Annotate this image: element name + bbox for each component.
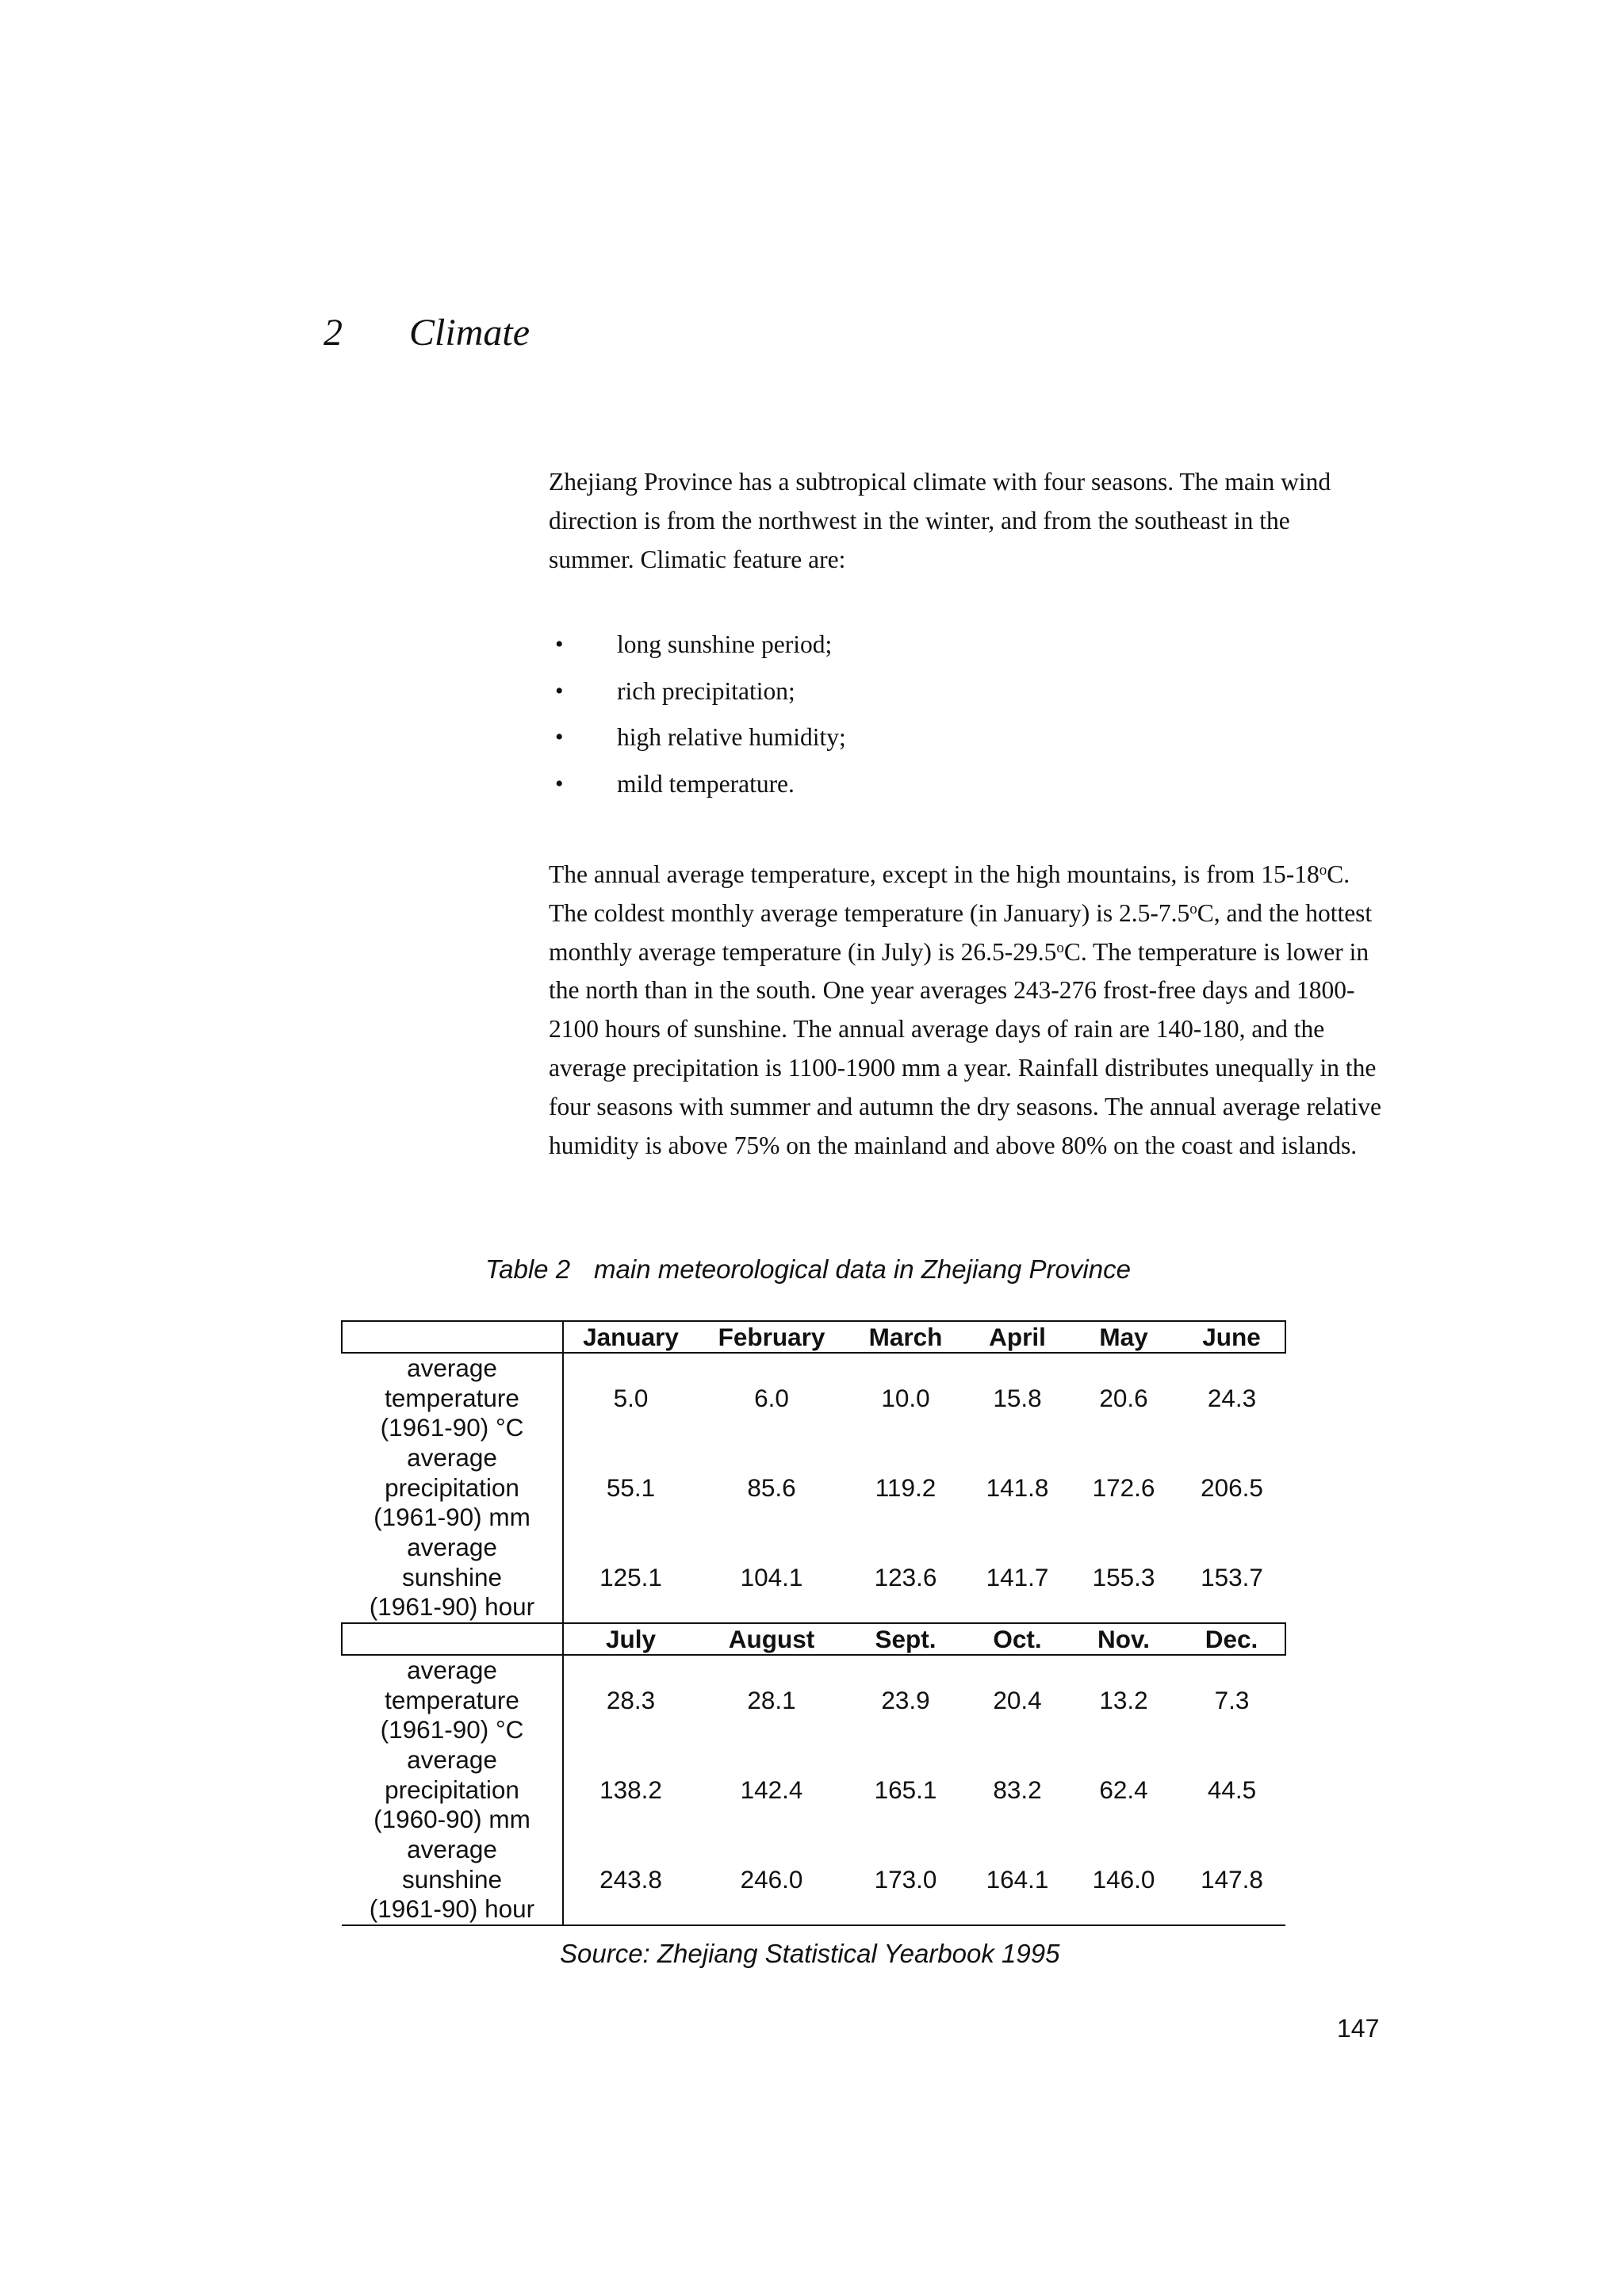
- section-heading: [324, 311, 530, 354]
- table-cell: 55.1: [606, 1473, 656, 1502]
- table-cell: 123.6: [874, 1563, 937, 1591]
- table-cell: 24.3: [1207, 1384, 1257, 1412]
- table-row: [342, 1353, 1285, 1443]
- paragraph-segment: The annual average temperature, except in the high mountains, is from 15-18: [549, 860, 1320, 888]
- meteorological-data-table: [341, 1320, 1286, 1926]
- table-cell: 62.4: [1099, 1775, 1148, 1804]
- row-label: average sunshine (1961-90) hour: [342, 1835, 563, 1925]
- table-cell: 173.0: [845, 1835, 966, 1925]
- table-cell: 155.3: [1092, 1563, 1155, 1591]
- table-cell: 164.1: [966, 1835, 1069, 1925]
- table-cell: 28.3: [606, 1686, 656, 1714]
- month-header: June: [1178, 1321, 1285, 1353]
- bullet-icon: •: [555, 631, 564, 657]
- table-caption-text: main meteorological data in Zhejiang Province: [594, 1254, 1131, 1284]
- month-header: March: [845, 1321, 966, 1353]
- table-cell: 5.0: [613, 1384, 649, 1412]
- table-cell: 146.0: [1069, 1835, 1178, 1925]
- month-header: February: [698, 1321, 845, 1353]
- table-cell: 83.2: [993, 1775, 1042, 1804]
- bullet-icon: •: [555, 677, 564, 704]
- table-cell: 6.0: [754, 1384, 789, 1412]
- month-header: April: [966, 1321, 1069, 1353]
- month-header: Oct.: [966, 1623, 1069, 1655]
- row-label: average precipitation (1960-90) mm: [342, 1745, 563, 1835]
- table-cell: 119.2: [875, 1473, 936, 1502]
- row-label: average precipitation (1961-90) mm: [342, 1443, 563, 1533]
- bullet-icon: •: [555, 770, 564, 797]
- table-cell: 172.6: [1092, 1473, 1155, 1502]
- month-header: August: [698, 1623, 845, 1655]
- table-cell: 138.2: [599, 1775, 662, 1804]
- table-cell: 246.0: [698, 1835, 845, 1925]
- header-corner-cell: [342, 1321, 563, 1353]
- table-cell: 20.4: [993, 1686, 1042, 1714]
- page-number: 147: [1337, 2014, 1380, 2043]
- month-header: Sept.: [845, 1623, 966, 1655]
- table-cell: 7.3: [1214, 1686, 1250, 1714]
- bullet-icon: •: [555, 724, 564, 750]
- paragraph-segment: C. The temperature is lower in the north than in the south. One year averages 243-276 frost-free days and 1800-2100 hours of sunshine. The annual average days of rain are 140-180, and the average precipitation is 1100-1900 mm a year. Rainfall distributes unequally in the four seasons with summer and autumn the dry seasons. The annual average relative humidity is above 75% on the mainland and above 80% on the coast and islands.: [549, 937, 1381, 1159]
- row-label: average temperature (1961-90) °C: [342, 1655, 563, 1745]
- table-source: Source: Zhejiang Statistical Yearbook 1995: [560, 1939, 1060, 1968]
- table-cell: 23.9: [881, 1686, 930, 1714]
- table-cell: 141.7: [986, 1563, 1049, 1591]
- row-label: average sunshine (1961-90) hour: [342, 1533, 563, 1623]
- intro-paragraph: [549, 463, 1381, 579]
- row-label: average temperature (1961-90) °C: [342, 1353, 563, 1443]
- list-item: [549, 626, 846, 672]
- table-cell: 141.8: [986, 1473, 1049, 1502]
- table-caption: [485, 1254, 1131, 1285]
- table-row: [342, 1533, 1285, 1623]
- table-cell: 147.8: [1178, 1835, 1285, 1925]
- list-item-text: high relative humidity;: [617, 723, 846, 751]
- table-cell: 153.7: [1201, 1563, 1263, 1591]
- month-header: July: [563, 1623, 698, 1655]
- list-item-text: mild temperature.: [617, 769, 795, 798]
- section-title: Climate: [409, 312, 530, 354]
- month-header: Nov.: [1069, 1623, 1178, 1655]
- table-cell: 206.5: [1201, 1473, 1263, 1502]
- table-cell: 10.0: [881, 1384, 930, 1412]
- temperature-text: [549, 856, 1381, 1165]
- table-cell: 104.1: [740, 1563, 803, 1591]
- table-row: [342, 1655, 1285, 1745]
- table-caption-label: Table 2: [485, 1254, 571, 1284]
- table-cell: 44.5: [1207, 1775, 1257, 1804]
- table-cell: 142.4: [740, 1775, 803, 1804]
- list-item-text: long sunshine period;: [617, 630, 833, 658]
- month-header: January: [563, 1321, 698, 1353]
- table-cell: 20.6: [1099, 1384, 1148, 1412]
- degree-mark: o: [1056, 939, 1064, 956]
- paragraph-segment: C. The coldest monthly average temperature (in January) is 2.5-7.5: [549, 860, 1350, 927]
- table-cell: 15.8: [993, 1384, 1042, 1412]
- month-header: May: [1069, 1321, 1178, 1353]
- list-item-text: rich precipitation;: [617, 676, 795, 705]
- table-cell: 13.2: [1099, 1686, 1148, 1714]
- table-cell: 28.1: [747, 1686, 796, 1714]
- degree-mark: o: [1189, 900, 1197, 917]
- month-header: Dec.: [1178, 1623, 1285, 1655]
- table-row: [342, 1835, 1285, 1925]
- table-row: [342, 1745, 1285, 1835]
- table-cell: 243.8: [563, 1835, 698, 1925]
- section-number: 2: [324, 312, 343, 354]
- degree-mark: o: [1319, 862, 1327, 879]
- table-row: [342, 1443, 1285, 1533]
- climate-feature-list: [549, 626, 846, 811]
- table-cell: 165.1: [874, 1775, 937, 1804]
- table-cell: 85.6: [747, 1473, 796, 1502]
- list-item: [549, 765, 846, 812]
- table-cell: 125.1: [599, 1563, 662, 1591]
- paragraph-segment: C, and the hottest monthly average temperature (in July) is 26.5-29.5: [549, 898, 1373, 966]
- list-item: [549, 718, 846, 765]
- table-header-row: [342, 1321, 1285, 1353]
- intro-text: Zhejiang Province has a subtropical climate with four seasons. The main wind direction is from the northwest in the winter, and from the southeast in the summer. Climatic feature are:: [549, 468, 1331, 573]
- list-item: [549, 672, 846, 719]
- table-header-row: [342, 1623, 1285, 1655]
- header-corner-cell: [342, 1623, 563, 1655]
- temperature-paragraph: [549, 856, 1381, 1165]
